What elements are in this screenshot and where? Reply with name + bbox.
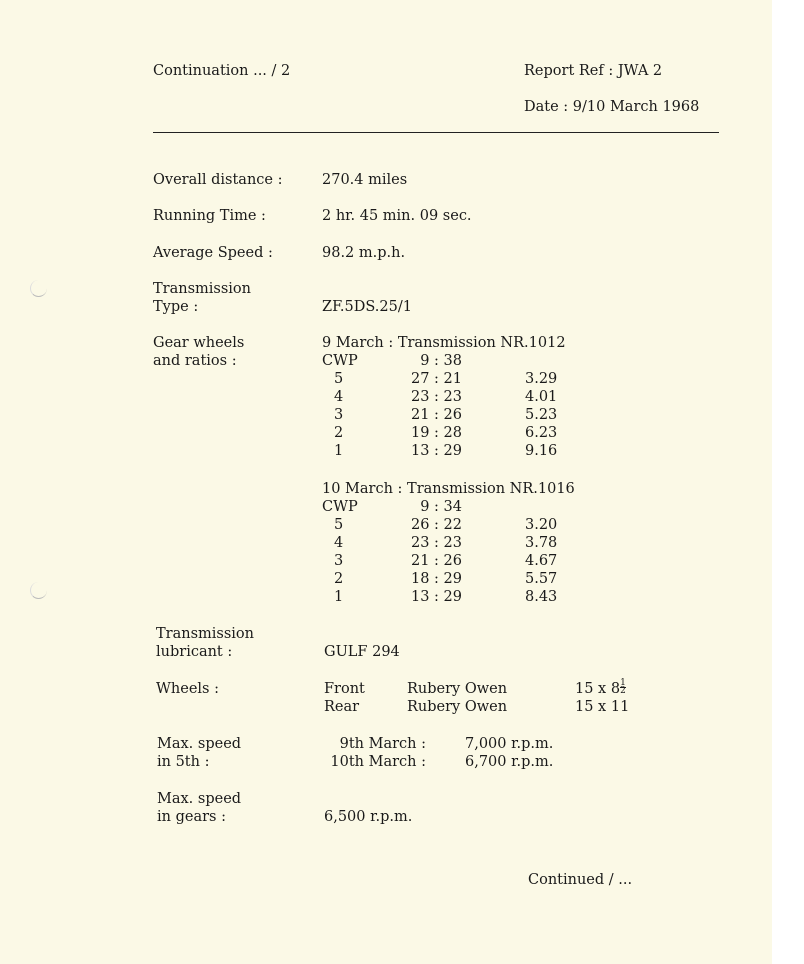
cwp-value: 9 : 34: [420, 499, 462, 515]
overall-distance-value: 270.4 miles: [322, 172, 408, 188]
gear-teeth: 23 : 23: [410, 535, 462, 551]
gear-ratio: 3.20: [525, 517, 558, 533]
continued-text: Continued / ...: [528, 872, 633, 888]
cwp-label: CWP: [322, 499, 358, 515]
gear-teeth: 13 : 29: [410, 443, 462, 459]
wheel-size-base: 15 x 8: [575, 681, 621, 697]
transmission-type-label: Type :: [153, 299, 199, 315]
gear-ratio: 9.16: [525, 443, 558, 459]
gear-wheels-label: and ratios :: [153, 353, 237, 369]
cwp-value: 9 : 38: [420, 353, 462, 369]
fraction-numerator: 1: [620, 678, 626, 688]
gear-wheels-label: Gear wheels: [153, 335, 245, 351]
gear-ratio: 5.57: [525, 571, 558, 587]
gear-teeth: 21 : 26: [410, 407, 462, 423]
max-speed-5th-label: Max. speed: [157, 736, 242, 752]
lubricant-value: GULF 294: [324, 644, 400, 660]
wheels-label: Wheels :: [156, 681, 219, 697]
continuation-text: Continuation ... / 2: [153, 63, 291, 79]
max-speed-5th-label: in 5th :: [157, 754, 210, 770]
max-speed-gears-label: in gears :: [157, 809, 226, 825]
wheel-size: [575, 680, 626, 698]
gear-ratio: 8.43: [525, 589, 558, 605]
gear-ratio: 3.29: [525, 371, 558, 387]
max-speed-gears-label: Max. speed: [157, 791, 242, 807]
max-speed-date: 10th March :: [330, 754, 426, 770]
lubricant-label: lubricant :: [156, 644, 233, 660]
gear-number: 2: [334, 571, 344, 587]
gear-set-title: 10 March : Transmission NR.1016: [322, 481, 575, 497]
gear-number: 2: [334, 425, 344, 441]
max-speed-gears-value: 6,500 r.p.m.: [324, 809, 413, 825]
wheel-make: Rubery Owen: [407, 699, 508, 715]
wheel-position: Front: [324, 681, 365, 697]
gear-ratio: 4.01: [525, 389, 558, 405]
gear-number: 4: [334, 535, 344, 551]
gear-teeth: 23 : 23: [410, 389, 462, 405]
cwp-label: CWP: [322, 353, 358, 369]
gear-teeth: 13 : 29: [410, 589, 462, 605]
gear-number: 4: [334, 389, 344, 405]
average-speed-label: Average Speed :: [153, 245, 273, 261]
gear-ratio: 4.67: [525, 553, 558, 569]
running-time-value: 2 hr. 45 min. 09 sec.: [322, 208, 472, 224]
gear-teeth: 26 : 22: [410, 517, 462, 533]
wheel-size: 15 x 11: [575, 699, 630, 715]
overall-distance-label: Overall distance :: [153, 172, 283, 188]
gear-number: 3: [334, 407, 344, 423]
gear-number: 1: [334, 443, 344, 459]
wheel-position: Rear: [324, 699, 360, 715]
gear-teeth: 19 : 28: [410, 425, 462, 441]
running-time-label: Running Time :: [153, 208, 266, 224]
gear-teeth: 27 : 21: [410, 371, 462, 387]
gear-teeth: 18 : 29: [410, 571, 462, 587]
gear-teeth: 21 : 26: [410, 553, 462, 569]
wheel-size-fraction: [620, 680, 626, 695]
average-speed-value: 98.2 m.p.h.: [322, 245, 406, 261]
max-speed-rpm: 6,700 r.p.m.: [465, 754, 554, 770]
gear-ratio: 3.78: [525, 535, 558, 551]
punch-hole: [30, 582, 47, 599]
gear-ratio: 6.23: [525, 425, 558, 441]
gear-number: 3: [334, 553, 344, 569]
max-speed-date: 9th March :: [339, 736, 426, 752]
punch-hole: [30, 280, 47, 297]
header-divider: [153, 132, 719, 133]
max-speed-rpm: 7,000 r.p.m.: [465, 736, 554, 752]
gear-number: 5: [334, 517, 344, 533]
gear-ratio: 5.23: [525, 407, 558, 423]
gear-set-title: 9 March : Transmission NR.1012: [322, 335, 566, 351]
lubricant-label: Transmission: [156, 626, 255, 642]
report-ref: Report Ref : JWA 2: [524, 63, 663, 79]
transmission-type-label: Transmission: [153, 281, 252, 297]
fraction-denominator: 2: [620, 686, 626, 696]
transmission-type-value: ZF.5DS.25/1: [322, 299, 412, 315]
report-date: Date : 9/10 March 1968: [524, 99, 700, 115]
gear-number: 5: [334, 371, 344, 387]
wheel-make: Rubery Owen: [407, 681, 508, 697]
gear-number: 1: [334, 589, 344, 605]
